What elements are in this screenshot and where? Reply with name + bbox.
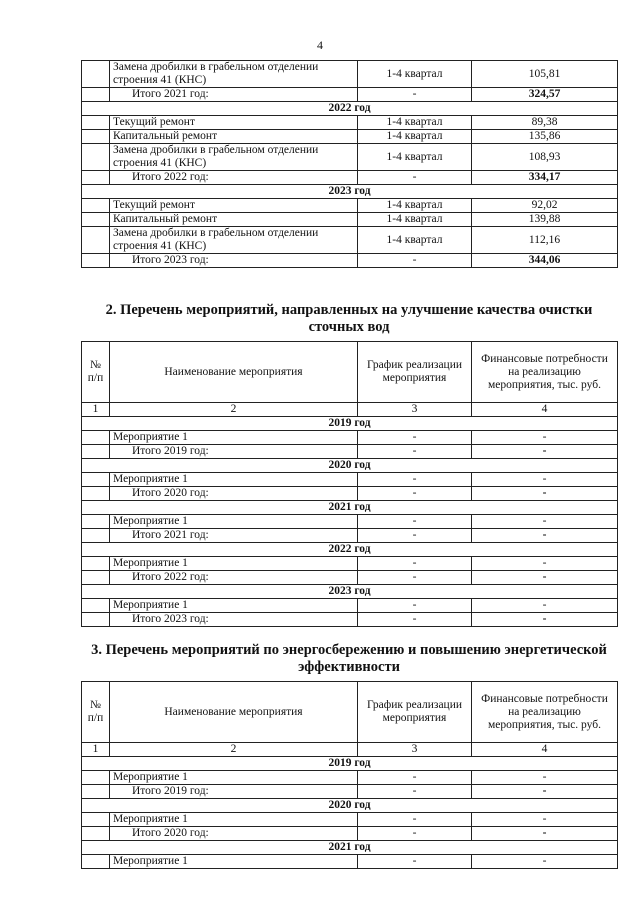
cost-cell: - (472, 473, 618, 487)
year-heading: 2019 год (82, 757, 618, 771)
table-row (82, 199, 618, 213)
event-name: Мероприятие 1 (110, 431, 358, 445)
year-heading: 2019 год (82, 417, 618, 431)
schedule-cell: 1-4 квартал (358, 144, 472, 171)
cost-header: Финансовые потребности на реализацию мероприятия, тыс. руб. (472, 342, 618, 403)
cost-cell: 135,86 (472, 130, 618, 144)
row-number-cell (82, 785, 110, 799)
row-number-cell (82, 130, 110, 144)
schedule-cell: 1-4 квартал (358, 116, 472, 130)
row-number-cell (82, 515, 110, 529)
row-number-cell (82, 557, 110, 571)
schedule-cell: - (358, 599, 472, 613)
name-header: Наименование мероприятия (110, 682, 358, 743)
cost-cell: - (472, 515, 618, 529)
schedule-header: График реализации мероприятия (358, 342, 472, 403)
year-row (82, 459, 618, 473)
total-label: Итого 2021 год: (110, 88, 358, 102)
row-number-cell (82, 571, 110, 585)
section-2-title: 2. Перечень мероприятий, направленных на улучшение качества очистки сточных вод (105, 302, 593, 335)
total-row (82, 827, 618, 841)
number-header: № п/п (82, 342, 110, 403)
schedule-cell: 1-4 квартал (358, 199, 472, 213)
energy-saving-table (81, 681, 618, 869)
table-row (82, 431, 618, 445)
cost-cell: - (472, 771, 618, 785)
maintenance-cost-table (81, 60, 618, 268)
event-name: Капитальный ремонт (110, 213, 358, 227)
year-heading: 2020 год (82, 459, 618, 473)
event-name: Капитальный ремонт (110, 130, 358, 144)
header-row (82, 342, 618, 403)
schedule-header: График реализации мероприятия (358, 682, 472, 743)
row-number-cell (82, 213, 110, 227)
total-cost: 334,17 (472, 171, 618, 185)
table-row (82, 144, 618, 171)
schedule-cell: - (358, 171, 472, 185)
event-name: Мероприятие 1 (110, 771, 358, 785)
total-cost: - (472, 827, 618, 841)
schedule-cell: 1-4 квартал (358, 61, 472, 88)
schedule-cell: - (358, 445, 472, 459)
row-number-cell (82, 529, 110, 543)
row-number-cell (82, 144, 110, 171)
event-name: Замена дробилки в грабельном отделении строения 41 (КНС) (110, 227, 358, 254)
section-3-title: 3. Перечень мероприятий по энергосбережению и повышению энергетической эффективности (91, 642, 607, 675)
schedule-cell: - (358, 827, 472, 841)
row-number-cell (82, 473, 110, 487)
year-heading: 2020 год (82, 799, 618, 813)
event-name: Мероприятие 1 (110, 813, 358, 827)
column-number-row (82, 403, 618, 417)
row-number-cell (82, 613, 110, 627)
col-2-number: 2 (110, 403, 358, 417)
year-heading: 2022 год (82, 543, 618, 557)
col-3-number: 3 (358, 743, 472, 757)
col-3-number: 3 (358, 403, 472, 417)
cost-cell: 89,38 (472, 116, 618, 130)
year-row (82, 102, 618, 116)
cost-header: Финансовые потребности на реализацию мероприятия, тыс. руб. (472, 682, 618, 743)
total-cost: - (472, 785, 618, 799)
total-row (82, 613, 618, 627)
cost-cell: - (472, 431, 618, 445)
schedule-cell: - (358, 855, 472, 869)
event-name: Замена дробилки в грабельном отделении строения 41 (КНС) (110, 144, 358, 171)
row-number-cell (82, 88, 110, 102)
total-cost: - (472, 613, 618, 627)
row-number-cell (82, 61, 110, 88)
row-number-cell (82, 254, 110, 268)
cost-cell: 108,93 (472, 144, 618, 171)
table-row (82, 771, 618, 785)
row-number-cell (82, 827, 110, 841)
col-4-number: 4 (472, 403, 618, 417)
schedule-cell: - (358, 254, 472, 268)
col-1-number: 1 (82, 743, 110, 757)
year-row (82, 799, 618, 813)
row-number-cell (82, 487, 110, 501)
event-name: Текущий ремонт (110, 116, 358, 130)
total-label: Итого 2019 год: (110, 445, 358, 459)
total-cost: 344,06 (472, 254, 618, 268)
total-label: Итого 2022 год: (110, 171, 358, 185)
total-label: Итого 2019 год: (110, 785, 358, 799)
table-row (82, 557, 618, 571)
cost-cell: 92,02 (472, 199, 618, 213)
table-row (82, 116, 618, 130)
schedule-cell: 1-4 квартал (358, 213, 472, 227)
col-2-number: 2 (110, 743, 358, 757)
year-heading: 2023 год (82, 185, 618, 199)
row-number-cell (82, 813, 110, 827)
total-label: Итого 2020 год: (110, 487, 358, 501)
cost-cell: - (472, 557, 618, 571)
schedule-cell: - (358, 88, 472, 102)
row-number-cell (82, 199, 110, 213)
col-1-number: 1 (82, 403, 110, 417)
schedule-cell: - (358, 515, 472, 529)
year-heading: 2023 год (82, 585, 618, 599)
row-number-cell (82, 116, 110, 130)
event-name: Замена дробилки в грабельном отделении строения 41 (КНС) (110, 61, 358, 88)
year-row (82, 757, 618, 771)
event-name: Мероприятие 1 (110, 515, 358, 529)
table-row (82, 130, 618, 144)
event-name: Мероприятие 1 (110, 473, 358, 487)
total-cost: - (472, 487, 618, 501)
cost-cell: - (472, 855, 618, 869)
schedule-cell: 1-4 квартал (358, 227, 472, 254)
year-heading: 2022 год (82, 102, 618, 116)
cost-cell: - (472, 813, 618, 827)
table-row (82, 227, 618, 254)
year-row (82, 185, 618, 199)
total-cost: - (472, 445, 618, 459)
total-cost: - (472, 529, 618, 543)
table-row (82, 813, 618, 827)
total-row (82, 254, 618, 268)
wastewater-quality-table (81, 341, 618, 627)
row-number-cell (82, 445, 110, 459)
row-number-cell (82, 431, 110, 445)
cost-cell: - (472, 599, 618, 613)
total-label: Итого 2020 год: (110, 827, 358, 841)
table-row (82, 473, 618, 487)
column-number-row (82, 743, 618, 757)
event-name: Мероприятие 1 (110, 599, 358, 613)
row-number-cell (82, 599, 110, 613)
schedule-cell: - (358, 571, 472, 585)
total-row (82, 529, 618, 543)
total-label: Итого 2021 год: (110, 529, 358, 543)
table-row (82, 599, 618, 613)
schedule-cell: - (358, 431, 472, 445)
year-heading: 2021 год (82, 841, 618, 855)
schedule-cell: - (358, 613, 472, 627)
row-number-cell (82, 855, 110, 869)
total-row (82, 487, 618, 501)
col-4-number: 4 (472, 743, 618, 757)
year-row (82, 543, 618, 557)
year-row (82, 841, 618, 855)
table-row (82, 213, 618, 227)
event-name: Мероприятие 1 (110, 557, 358, 571)
name-header: Наименование мероприятия (110, 342, 358, 403)
row-number-cell (82, 771, 110, 785)
schedule-cell: - (358, 473, 472, 487)
header-row (82, 682, 618, 743)
row-number-cell (82, 171, 110, 185)
total-row (82, 571, 618, 585)
total-row (82, 785, 618, 799)
total-label: Итого 2022 год: (110, 571, 358, 585)
total-row (82, 88, 618, 102)
schedule-cell: - (358, 785, 472, 799)
total-label: Итого 2023 год: (110, 254, 358, 268)
table-row (82, 855, 618, 869)
cost-cell: 105,81 (472, 61, 618, 88)
schedule-cell: - (358, 557, 472, 571)
table-row (82, 61, 618, 88)
year-row (82, 417, 618, 431)
schedule-cell: - (358, 813, 472, 827)
cost-cell: 112,16 (472, 227, 618, 254)
total-label: Итого 2023 год: (110, 613, 358, 627)
total-row (82, 171, 618, 185)
schedule-cell: 1-4 квартал (358, 130, 472, 144)
schedule-cell: - (358, 529, 472, 543)
schedule-cell: - (358, 487, 472, 501)
event-name: Мероприятие 1 (110, 855, 358, 869)
total-row (82, 445, 618, 459)
table-row (82, 515, 618, 529)
page-number: 4 (317, 38, 323, 52)
total-cost: - (472, 571, 618, 585)
year-heading: 2021 год (82, 501, 618, 515)
year-row (82, 585, 618, 599)
row-number-cell (82, 227, 110, 254)
cost-cell: 139,88 (472, 213, 618, 227)
total-cost: 324,57 (472, 88, 618, 102)
event-name: Текущий ремонт (110, 199, 358, 213)
year-row (82, 501, 618, 515)
number-header: № п/п (82, 682, 110, 743)
schedule-cell: - (358, 771, 472, 785)
